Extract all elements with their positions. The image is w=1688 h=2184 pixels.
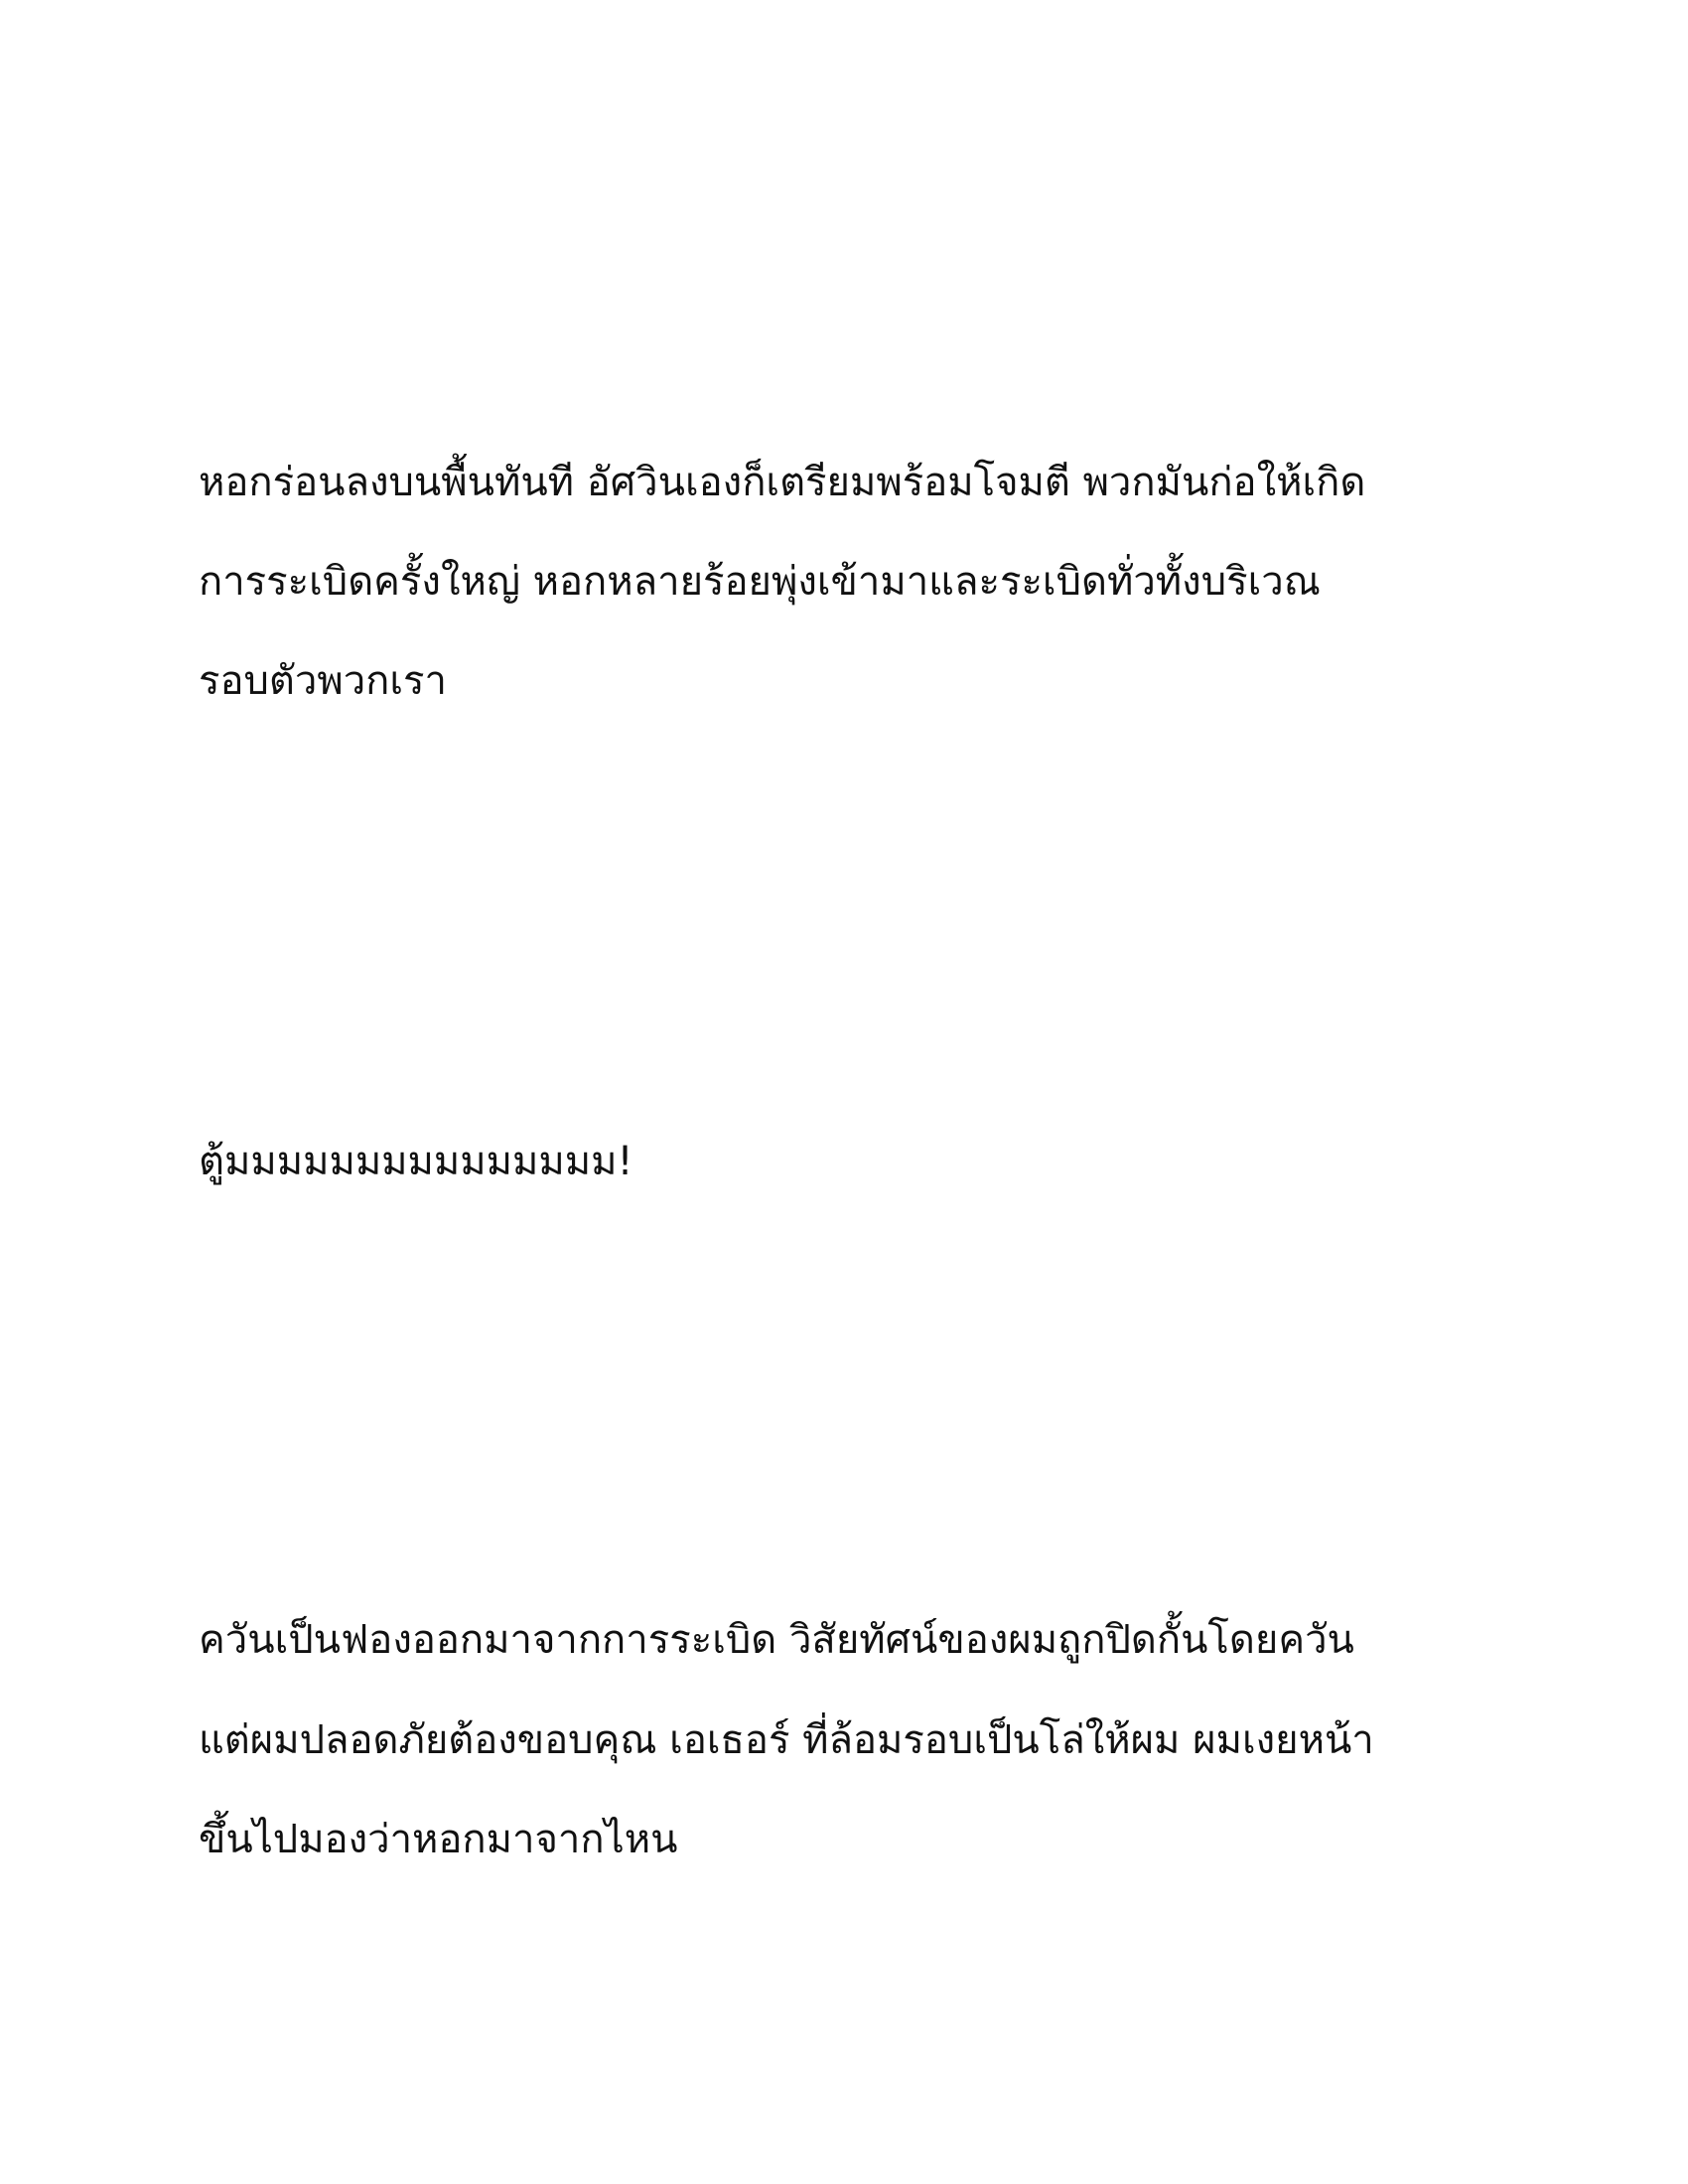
paragraph-1-line-3: รอบตัวพวกเรา — [199, 658, 447, 704]
paragraph-1-line-1: หอกร่อนลงบนพื้นทันที อัศวินเองก็เตรียมพร้อมโจมตี พวกมันก่อให้เกิด — [199, 460, 1366, 505]
paragraph-2-line-1: ควันเป็นฟองออกมาจากการระเบิด วิสัยทัศน์ของผมถูกปิดกั้นโดยควัน — [199, 1617, 1354, 1663]
paragraph-2-line-3: ขึ้นไปมองว่าหอกมาจากไหน — [199, 1817, 678, 1862]
paragraph-2-line-2: แต่ผมปลอดภัยต้องขอบคุณ เอเธอร์ ที่ล้อมรอบเป็นโล่ให้ผม ผมเงยหน้า — [199, 1717, 1374, 1763]
paragraph-1-line-2: การระเบิดครั้งใหญ่ หอกหลายร้อยพุ่งเข้ามาและระเบิดทั่วทั้งบริเวณ — [199, 559, 1321, 605]
sound-effect-text: ตู้มมมมมมมมมมมมมมม! — [199, 1139, 633, 1184]
